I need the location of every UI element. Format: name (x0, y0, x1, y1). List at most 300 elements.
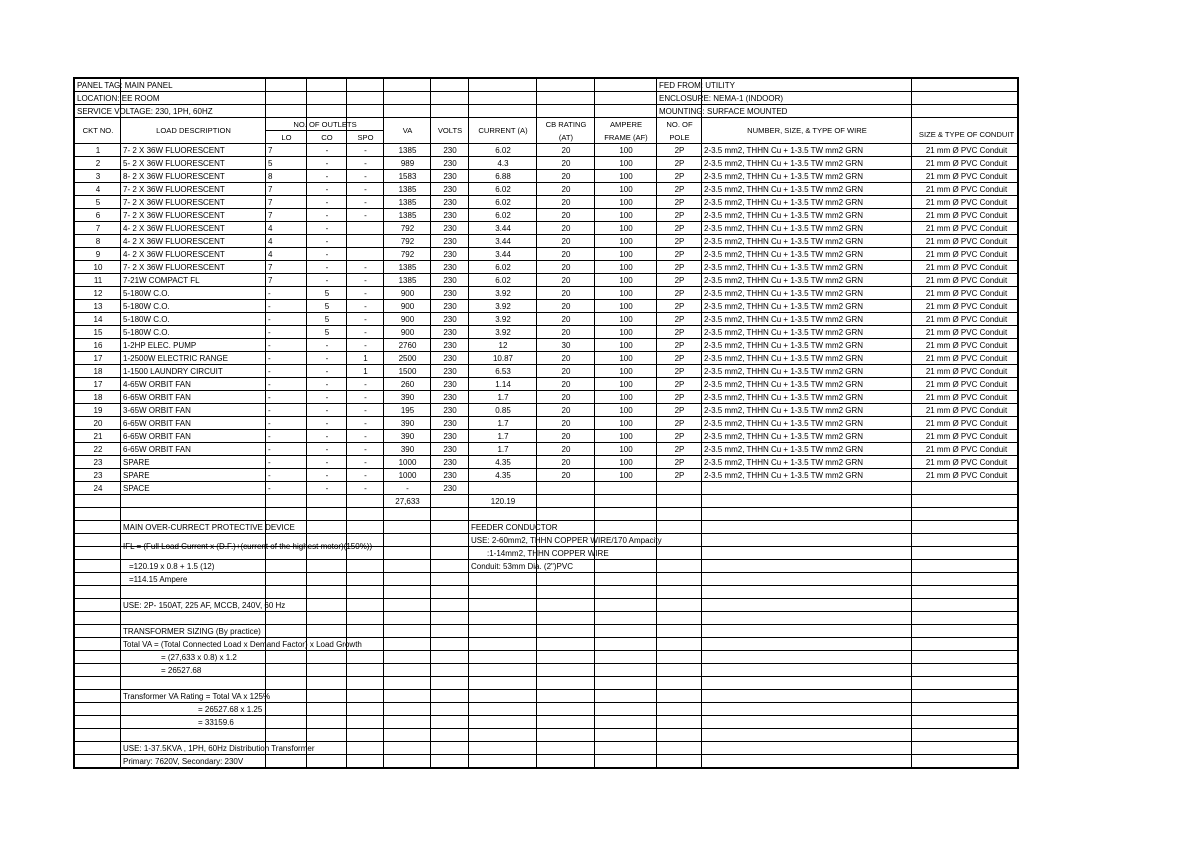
load-va: 1583 (398, 171, 417, 181)
current-amps: 10.87 (492, 353, 514, 363)
current-amps: 3.92 (495, 327, 511, 337)
outlet-co: - (325, 340, 329, 350)
current-amps: 3.92 (495, 314, 511, 324)
load-va: 792 (400, 249, 415, 259)
grid-row-line (75, 390, 1017, 391)
volts: 230 (443, 184, 457, 194)
outlet-lo: - (268, 340, 271, 350)
current-amps: 1.7 (497, 444, 509, 454)
grid-row-line (75, 325, 1017, 326)
ampere-frame: 100 (619, 158, 633, 168)
wire-spec: 2-3.5 mm2, THHN Cu + 1-3.5 TW mm2 GRN (704, 223, 864, 233)
volts: 230 (443, 249, 457, 259)
volts: 230 (443, 340, 457, 350)
current-amps: 3.44 (495, 236, 511, 246)
cb-rating: 20 (561, 392, 571, 402)
outlet-co: - (325, 379, 329, 389)
outlet-co: - (325, 171, 329, 181)
transformer-calc-2: = 26527.68 (161, 665, 202, 675)
conduit-spec: 21 mm Ø PVC Conduit (925, 457, 1008, 467)
circuit-number: 12 (93, 288, 103, 298)
volts: 230 (443, 392, 457, 402)
outlet-lo: 7 (268, 197, 273, 207)
transformer-title: TRANSFORMER SIZING (By practice) (123, 626, 261, 636)
ampere-frame: 100 (619, 275, 633, 285)
outlet-co: - (325, 197, 329, 207)
volts: 230 (443, 171, 457, 181)
current-amps: 3.92 (495, 288, 511, 298)
load-description: 7- 2 X 36W FLUORESCENT (123, 262, 225, 272)
outlet-co: - (325, 470, 329, 480)
load-description: 7- 2 X 36W FLUORESCENT (123, 197, 225, 207)
outlet-lo: 7 (268, 262, 273, 272)
volts: 230 (443, 327, 457, 337)
grid-row-line (75, 702, 1017, 703)
transformer-use: USE: 1-37.5KVA , 1PH, 60Hz Distribution Transformer (123, 743, 315, 753)
outlet-co: - (325, 353, 329, 363)
grid-row-line (75, 403, 1017, 404)
conduit-spec: 21 mm Ø PVC Conduit (925, 405, 1008, 415)
current-amps: 3.92 (495, 301, 511, 311)
cb-rating: 20 (561, 158, 571, 168)
outlet-spo: - (364, 184, 367, 194)
circuit-number: 3 (95, 171, 101, 181)
load-description: 4- 2 X 36W FLUORESCENT (123, 249, 225, 259)
pole-count: 2P (674, 470, 685, 480)
volts: 230 (443, 379, 457, 389)
outlet-co: - (325, 392, 329, 402)
grid-row-line (75, 377, 1017, 378)
load-va: 1385 (398, 262, 417, 272)
grid-row-line (75, 728, 1017, 729)
current-amps: 3.44 (495, 249, 511, 259)
outlet-lo: - (268, 301, 271, 311)
grid-row-line (75, 416, 1017, 417)
outlet-co: - (325, 483, 329, 493)
ampere-frame: 100 (619, 418, 633, 428)
outlet-co: 5 (324, 327, 330, 337)
ampere-frame: 100 (619, 210, 633, 220)
conduit-spec: 21 mm Ø PVC Conduit (925, 470, 1008, 480)
grid-row-line (75, 598, 1017, 599)
circuit-number: 11 (93, 275, 103, 285)
load-description: 5-180W C.O. (123, 301, 170, 311)
outlet-co: - (325, 444, 329, 454)
pole-count: 2P (674, 223, 685, 233)
ifl-calc: =120.19 x 0.8 + 1.5 (12) (129, 561, 215, 571)
outlet-spo: - (364, 405, 367, 415)
outlet-lo: 8 (268, 171, 273, 181)
load-va: 1385 (398, 197, 417, 207)
load-va: 792 (400, 236, 415, 246)
transformer-rating: Transformer VA Rating = Total VA x 125% (123, 691, 271, 701)
load-description: SPARE (123, 457, 150, 467)
grid-row-line (75, 156, 1017, 157)
grid-row-line (75, 637, 1017, 638)
wire-spec: 2-3.5 mm2, THHN Cu + 1-3.5 TW mm2 GRN (704, 327, 864, 337)
circuit-number: 4 (95, 184, 101, 194)
grid-row-line (75, 195, 1017, 196)
col-header-outlets: NO. OF OUTLETS (293, 119, 357, 129)
outlet-spo: - (364, 470, 367, 480)
outlet-co: - (325, 249, 329, 259)
circuit-number: 10 (93, 262, 103, 272)
load-description: 7- 2 X 36W FLUORESCENT (123, 145, 225, 155)
cb-rating: 30 (561, 340, 571, 350)
pole-count: 2P (674, 275, 685, 285)
outlet-lo: - (268, 327, 271, 337)
cb-rating: 20 (561, 327, 571, 337)
ampere-frame: 100 (619, 301, 633, 311)
circuit-number: 18 (93, 366, 103, 376)
conduit-spec: 21 mm Ø PVC Conduit (925, 444, 1008, 454)
circuit-number: 13 (93, 301, 103, 311)
grid-row-line (75, 247, 1017, 248)
enclosure: ENCLOSURE: NEMA-1 (INDOOR) (659, 93, 784, 103)
outlet-lo: - (268, 314, 271, 324)
pole-count: 2P (674, 171, 685, 181)
conduit-spec: 21 mm Ø PVC Conduit (925, 418, 1008, 428)
outlet-spo: - (364, 301, 367, 311)
col-header-conduit: SIZE & TYPE OF CONDUIT (918, 130, 1015, 139)
grid-row-line (75, 663, 1017, 664)
pole-count: 2P (674, 431, 685, 441)
load-va: 1385 (398, 184, 417, 194)
load-description: 1-2500W ELECTRIC RANGE (123, 353, 228, 363)
outlet-spo: - (364, 457, 367, 467)
grid-row-line (75, 221, 1017, 222)
grid-row-line (75, 520, 1017, 521)
grid-row-line (75, 169, 1017, 170)
load-va: 390 (400, 418, 415, 428)
grid-row-line (75, 273, 1017, 274)
panel-tag: PANEL TAG: MAIN PANEL (77, 80, 173, 90)
mocpd-title: MAIN OVER-CURRECT PROTECTIVE DEVICE (123, 522, 295, 532)
grid-row-line (75, 507, 1017, 508)
ampere-frame: 100 (619, 379, 633, 389)
current-amps: 12 (498, 340, 508, 350)
outlet-spo: - (364, 158, 367, 168)
outlet-lo: - (268, 457, 271, 467)
ampere-frame: 100 (619, 392, 633, 402)
current-amps: 6.02 (495, 262, 511, 272)
cb-rating: 20 (561, 353, 571, 363)
outlet-spo: - (364, 444, 367, 454)
outlet-spo: - (364, 418, 367, 428)
conduit-spec: 21 mm Ø PVC Conduit (925, 275, 1008, 285)
load-description: 7- 2 X 36W FLUORESCENT (123, 184, 225, 194)
wire-spec: 2-3.5 mm2, THHN Cu + 1-3.5 TW mm2 GRN (704, 457, 864, 467)
load-va: 1385 (398, 210, 417, 220)
load-va: 1000 (398, 470, 417, 480)
outlet-spo: 1 (363, 353, 368, 363)
wire-spec: 2-3.5 mm2, THHN Cu + 1-3.5 TW mm2 GRN (704, 418, 864, 428)
wire-spec: 2-3.5 mm2, THHN Cu + 1-3.5 TW mm2 GRN (704, 366, 864, 376)
pole-count: 2P (674, 405, 685, 415)
grid-row-line (75, 312, 1017, 313)
outlet-lo: - (268, 288, 271, 298)
circuit-number: 22 (93, 444, 103, 454)
pole-count: 2P (674, 249, 685, 259)
volts: 230 (443, 145, 457, 155)
current-amps: 4.3 (497, 158, 509, 168)
load-va: 1000 (398, 457, 417, 467)
grid-row-line (75, 91, 1017, 92)
load-va: 989 (400, 158, 415, 168)
cb-rating: 20 (561, 145, 571, 155)
outlet-lo: 4 (268, 236, 273, 246)
circuit-number: 14 (93, 314, 103, 324)
total-current: 120.19 (490, 496, 516, 506)
feeder-conduit: Conduit: 53mm Dia. (2")PVC (471, 561, 573, 571)
circuit-number: 23 (93, 470, 103, 480)
current-amps: 6.53 (495, 366, 511, 376)
outlet-spo: - (364, 210, 367, 220)
wire-spec: 2-3.5 mm2, THHN Cu + 1-3.5 TW mm2 GRN (704, 197, 864, 207)
wire-spec: 2-3.5 mm2, THHN Cu + 1-3.5 TW mm2 GRN (704, 249, 864, 259)
circuit-number: 9 (95, 249, 101, 259)
col-header-spo: SPO (357, 132, 374, 142)
cb-rating: 20 (561, 366, 571, 376)
col-header-va: VA (402, 126, 413, 135)
grid-row-line (75, 754, 1017, 755)
volts: 230 (443, 470, 457, 480)
ampere-frame: 100 (619, 236, 633, 246)
ampere-frame: 100 (619, 444, 633, 454)
cb-rating: 20 (561, 184, 571, 194)
ifl-result: =114.15 Ampere (129, 574, 188, 584)
outlet-co: - (325, 236, 329, 246)
wire-spec: 2-3.5 mm2, THHN Cu + 1-3.5 TW mm2 GRN (704, 158, 864, 168)
feeder-ground: :1-14mm2, THHN COPPER WIRE (487, 548, 609, 558)
cb-rating: 20 (561, 197, 571, 207)
grid-row-line (75, 689, 1017, 690)
outlet-lo: - (268, 405, 271, 415)
conduit-spec: 21 mm Ø PVC Conduit (925, 184, 1008, 194)
pole-count: 2P (674, 301, 685, 311)
ampere-frame: 100 (619, 457, 633, 467)
conduit-spec: 21 mm Ø PVC Conduit (925, 314, 1008, 324)
pole-count: 2P (674, 145, 685, 155)
feeder-title: FEEDER CONDUCTOR (471, 522, 558, 532)
grid-row-line (75, 455, 1017, 456)
conduit-spec: 21 mm Ø PVC Conduit (925, 197, 1008, 207)
wire-spec: 2-3.5 mm2, THHN Cu + 1-3.5 TW mm2 GRN (704, 301, 864, 311)
grid-row-line (75, 442, 1017, 443)
outlet-spo: - (364, 483, 367, 493)
col-header-volts: VOLTS (437, 126, 463, 135)
col-header-af-unit: FRAME (AF) (604, 133, 648, 142)
ampere-frame: 100 (619, 171, 633, 181)
grid-row-line (75, 104, 1017, 105)
outlet-lo: 5 (268, 158, 273, 168)
grid-row-line (75, 364, 1017, 365)
load-va: 2760 (398, 340, 417, 350)
pole-count: 2P (674, 314, 685, 324)
outlet-spo: - (364, 288, 367, 298)
load-description: 3-65W ORBIT FAN (123, 405, 191, 415)
grid-row-line (75, 429, 1017, 430)
conduit-spec: 21 mm Ø PVC Conduit (925, 392, 1008, 402)
circuit-number: 15 (93, 327, 103, 337)
mocpd-use: USE: 2P- 150AT, 225 AF, MCCB, 240V, 60 Hz (123, 600, 286, 610)
wire-spec: 2-3.5 mm2, THHN Cu + 1-3.5 TW mm2 GRN (704, 171, 864, 181)
cb-rating: 20 (561, 470, 571, 480)
outlet-lo: 7 (268, 210, 273, 220)
col-header-pole: NO. OF (666, 119, 693, 129)
volts: 230 (443, 314, 457, 324)
cb-rating: 20 (561, 249, 571, 259)
col-header-wire: NUMBER, SIZE, & TYPE OF WIRE (747, 126, 867, 135)
cb-rating: 20 (561, 262, 571, 272)
wire-spec: 2-3.5 mm2, THHN Cu + 1-3.5 TW mm2 GRN (704, 210, 864, 220)
conduit-spec: 21 mm Ø PVC Conduit (925, 327, 1008, 337)
load-description: 6-65W ORBIT FAN (123, 392, 191, 402)
cb-rating: 20 (561, 236, 571, 246)
load-va: 1385 (398, 145, 417, 155)
current-amps: 6.02 (495, 275, 511, 285)
outlet-co: - (325, 223, 329, 233)
circuit-number: 23 (93, 457, 103, 467)
load-va: 900 (400, 301, 415, 311)
current-amps: 6.02 (495, 184, 511, 194)
total-va: 27,633 (395, 496, 420, 506)
pole-count: 2P (674, 327, 685, 337)
current-amps: 6.02 (495, 197, 511, 207)
ampere-frame: 100 (619, 145, 633, 155)
outlet-lo: - (268, 353, 271, 363)
load-va: 900 (400, 288, 415, 298)
volts: 230 (443, 301, 457, 311)
conduit-spec: 21 mm Ø PVC Conduit (925, 236, 1008, 246)
cb-rating: 20 (561, 301, 571, 311)
outlet-spo: - (364, 262, 367, 272)
volts: 230 (443, 210, 457, 220)
current-amps: 6.88 (495, 171, 511, 181)
grid-row-line (75, 611, 1017, 612)
wire-spec: 2-3.5 mm2, THHN Cu + 1-3.5 TW mm2 GRN (704, 353, 864, 363)
wire-spec: 2-3.5 mm2, THHN Cu + 1-3.5 TW mm2 GRN (704, 184, 864, 194)
circuit-number: 18 (93, 392, 103, 402)
mounting: MOUNTING: SURFACE MOUNTED (659, 106, 788, 116)
load-description: 5-180W C.O. (123, 314, 170, 324)
col-header-co: CO (321, 132, 333, 142)
outlet-lo: - (268, 470, 271, 480)
wire-spec: 2-3.5 mm2, THHN Cu + 1-3.5 TW mm2 GRN (704, 262, 864, 272)
cb-rating: 20 (561, 405, 571, 415)
outlet-lo: - (268, 366, 271, 376)
outlet-spo: - (364, 340, 367, 350)
load-description: 4-65W ORBIT FAN (123, 379, 191, 389)
outlet-co: - (325, 145, 329, 155)
pole-count: 2P (674, 262, 685, 272)
outlet-co: - (325, 184, 329, 194)
load-va: 792 (400, 223, 415, 233)
grid-row-line (75, 624, 1017, 625)
grid-row-line (75, 117, 1017, 118)
pole-count: 2P (674, 236, 685, 246)
load-description: SPACE (123, 483, 150, 493)
current-amps: 4.35 (495, 457, 511, 467)
location: LOCATION: EE ROOM (77, 93, 160, 103)
cb-rating: 20 (561, 314, 571, 324)
conduit-spec: 21 mm Ø PVC Conduit (925, 288, 1008, 298)
volts: 230 (443, 236, 457, 246)
col-header-cb-unit: (AT) (558, 133, 574, 142)
current-amps: 3.44 (495, 223, 511, 233)
load-va: 390 (400, 431, 415, 441)
current-amps: 4.35 (495, 470, 511, 480)
conduit-spec: 21 mm Ø PVC Conduit (925, 262, 1008, 272)
volts: 230 (443, 444, 457, 454)
load-va: - (406, 483, 409, 493)
current-amps: 1.14 (495, 379, 511, 389)
ampere-frame: 100 (619, 314, 633, 324)
cb-rating: 20 (561, 444, 571, 454)
circuit-number: 6 (95, 210, 101, 220)
grid-row-line (75, 143, 1017, 144)
grid-row-line (75, 741, 1017, 742)
circuit-number: 19 (93, 405, 103, 415)
current-amps: 1.7 (497, 392, 509, 402)
outlet-lo: - (268, 379, 271, 389)
outlet-lo: - (268, 431, 271, 441)
load-va: 1385 (398, 275, 417, 285)
outlet-spo: - (364, 392, 367, 402)
circuit-number: 24 (93, 483, 103, 493)
load-va: 390 (400, 444, 415, 454)
wire-spec: 2-3.5 mm2, THHN Cu + 1-3.5 TW mm2 GRN (704, 444, 864, 454)
load-description: 1-1500 LAUNDRY CIRCUIT (123, 366, 223, 376)
load-description: 5- 2 X 36W FLUORESCENT (123, 158, 225, 168)
cb-rating: 20 (561, 171, 571, 181)
volts: 230 (443, 288, 457, 298)
load-description: SPARE (123, 470, 150, 480)
circuit-number: 8 (95, 236, 101, 246)
cb-rating: 20 (561, 431, 571, 441)
conduit-spec: 21 mm Ø PVC Conduit (925, 171, 1008, 181)
outlet-lo: 7 (268, 275, 273, 285)
circuit-number: 5 (95, 197, 101, 207)
circuit-number: 16 (93, 340, 103, 350)
wire-spec: 2-3.5 mm2, THHN Cu + 1-3.5 TW mm2 GRN (704, 145, 864, 155)
grid-row-line (75, 715, 1017, 716)
volts: 230 (443, 158, 457, 168)
wire-spec: 2-3.5 mm2, THHN Cu + 1-3.5 TW mm2 GRN (704, 340, 864, 350)
outlet-spo: - (364, 327, 367, 337)
outlet-spo: - (364, 171, 367, 181)
cb-rating: 20 (561, 379, 571, 389)
conduit-spec: 21 mm Ø PVC Conduit (925, 366, 1008, 376)
outlet-co: 5 (324, 301, 330, 311)
outlet-co: - (325, 457, 329, 467)
grid-row-line (75, 468, 1017, 469)
conduit-spec: 21 mm Ø PVC Conduit (925, 210, 1008, 220)
outlet-co: - (325, 405, 329, 415)
conduit-spec: 21 mm Ø PVC Conduit (925, 223, 1008, 233)
col-header-ckt: CKT NO. (82, 126, 114, 135)
panel-schedule-sheet (73, 77, 1019, 769)
grid-row-line (75, 533, 1017, 534)
grid-row-line (75, 585, 1017, 586)
outlet-lo: 7 (268, 145, 273, 155)
load-description: 4- 2 X 36W FLUORESCENT (123, 236, 225, 246)
volts: 230 (443, 262, 457, 272)
volts: 230 (443, 275, 457, 285)
grid-row-line (75, 650, 1017, 651)
transformer-total-va: Total VA = (Total Connected Load x Demand Factor) x Load Growth (123, 639, 362, 649)
conduit-spec: 21 mm Ø PVC Conduit (925, 249, 1008, 259)
